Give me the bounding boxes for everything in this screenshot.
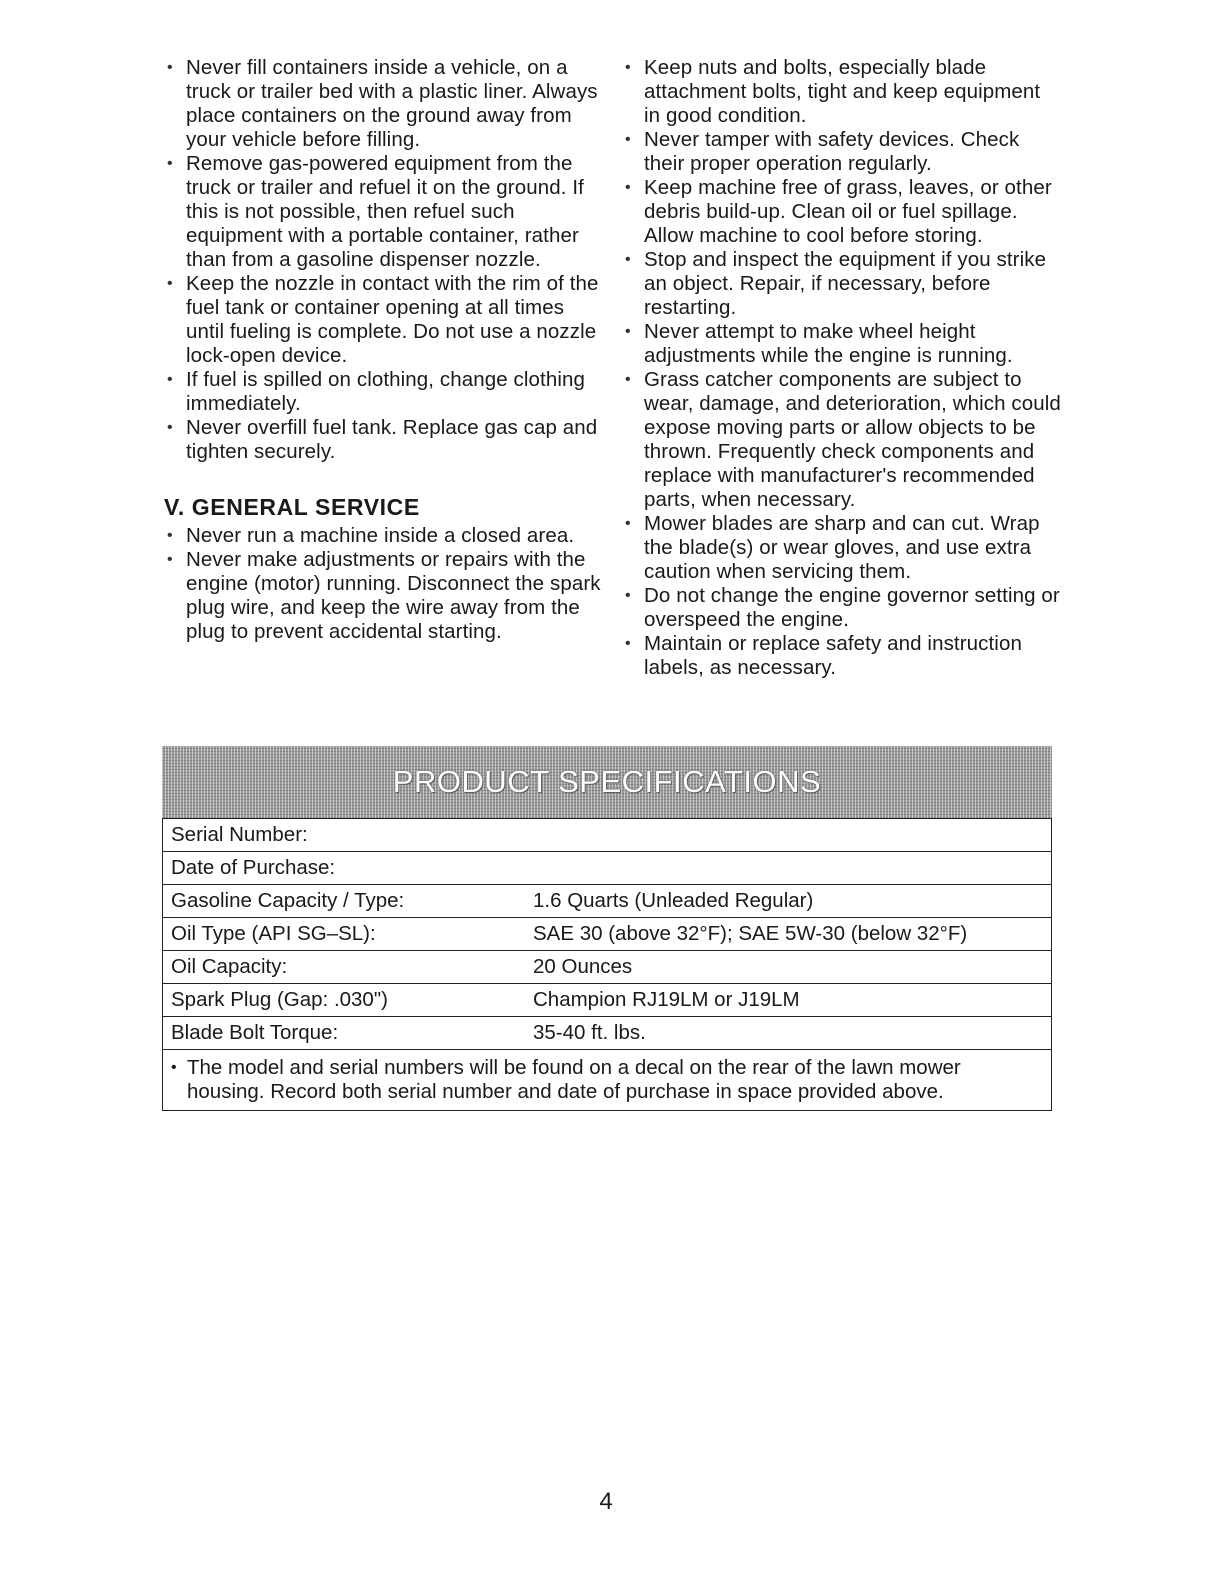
bullet-icon: • — [625, 251, 631, 268]
section-heading-general-service: V. GENERAL SERVICE — [164, 494, 420, 520]
spec-value — [525, 819, 1052, 852]
table-row — [163, 1017, 1052, 1050]
specs-note-cell — [163, 1050, 1052, 1111]
bullet-icon: • — [625, 587, 631, 604]
maintenance-list — [622, 56, 1062, 680]
spec-value: 20 Ounces — [525, 951, 1052, 984]
bullet-icon: • — [625, 59, 631, 76]
list-item: • Never make adjustments or repairs with the engine (motor) running. Disconnect the spark plug wire, and keep the wire away from the plug to prevent accidental starting. — [167, 548, 601, 643]
spec-label: Serial Number: — [163, 819, 526, 852]
specs-title: PRODUCT SPECIFICATIONS — [392, 764, 822, 799]
spec-label: Gasoline Capacity / Type: — [163, 885, 526, 918]
list-item: • Remove gas-powered equipment from the truck or trailer and refuel it on the ground. If this is not possible, then refuel such equipment with a portable container, rather than from a gasoline dispenser nozzle. — [167, 152, 584, 271]
spec-label: Spark Plug (Gap: .030") — [163, 984, 526, 1017]
specifications-table — [162, 818, 1052, 1111]
list-item: • Keep the nozzle in contact with the rim of the fuel tank or container opening at all times until fueling is complete. Do not use a nozzle lock-open device. — [167, 272, 599, 367]
list-item: • Stop and inspect the equipment if you strike an object. Repair, if necessary, before restarting. — [625, 248, 1047, 319]
list-item: • Never fill containers inside a vehicle, on a truck or trailer bed with a plastic liner. Always place containers on the ground away from your vehicle before filling. — [167, 56, 598, 151]
product-specifications-banner — [162, 746, 1052, 818]
bullet-icon: • — [167, 371, 173, 388]
spec-value: 35-40 ft. lbs. — [525, 1017, 1052, 1050]
list-item: • Never tamper with safety devices. Check their proper operation regularly. — [625, 128, 1020, 175]
list-item: • Keep machine free of grass, leaves, or other debris build-up. Clean oil or fuel spillage. Allow machine to cool before storing. — [625, 176, 1052, 247]
spec-label: Oil Type (API SG–SL): — [163, 918, 526, 951]
bullet-icon: • — [167, 419, 173, 436]
bullet-icon: • — [167, 527, 173, 544]
fuel-safety-list — [164, 56, 604, 464]
bullet-icon: • — [167, 551, 173, 568]
bullet-icon: • — [625, 371, 631, 388]
table-row — [163, 885, 1052, 918]
bullet-icon: • — [625, 179, 631, 196]
spec-value: Champion RJ19LM or J19LM — [525, 984, 1052, 1017]
list-item: • Mower blades are sharp and can cut. Wrap the blade(s) or wear gloves, and use extra caution when servicing them. — [625, 512, 1040, 583]
right-column — [622, 56, 1062, 680]
spec-value: 1.6 Quarts (Unleaded Regular) — [525, 885, 1052, 918]
list-item: • Do not change the engine governor setting or overspeed the engine. — [625, 584, 1060, 631]
table-row — [163, 918, 1052, 951]
bullet-icon: • — [625, 323, 631, 340]
list-item: • Maintain or replace safety and instruction labels, as necessary. — [625, 632, 1022, 679]
specs-note-row — [163, 1050, 1052, 1111]
list-item: • Grass catcher components are subject to wear, damage, and deterioration, which could expose moving parts or allow objects to be thrown. Frequently check components and replace with manufacturer's recommended parts, when necessary. — [625, 368, 1061, 511]
spec-label: Date of Purchase: — [163, 852, 526, 885]
page-number: 4 — [599, 1488, 613, 1515]
bullet-icon: • — [167, 275, 173, 292]
bullet-icon: • — [625, 635, 631, 652]
spec-value — [525, 852, 1052, 885]
spec-label: Blade Bolt Torque: — [163, 1017, 526, 1050]
spec-value: SAE 30 (above 32°F); SAE 5W-30 (below 32°F) — [525, 918, 1052, 951]
bullet-icon: • — [167, 155, 173, 172]
table-row — [163, 951, 1052, 984]
bullet-icon: • — [171, 1059, 177, 1076]
specs-note: • The model and serial numbers will be found on a decal on the rear of the lawn mower housing. Record both serial number and date of purchase in space provided above. — [171, 1056, 961, 1103]
list-item: • If fuel is spilled on clothing, change clothing immediately. — [167, 368, 586, 415]
bullet-icon: • — [167, 59, 173, 76]
list-item: • Keep nuts and bolts, especially blade attachment bolts, tight and keep equipment in good condition. — [625, 56, 1041, 127]
table-row — [163, 819, 1052, 852]
list-item: • Never overfill fuel tank. Replace gas cap and tighten securely. — [167, 416, 598, 463]
general-service-list — [164, 524, 604, 644]
left-column — [164, 56, 604, 644]
table-row — [163, 984, 1052, 1017]
list-item: • Never attempt to make wheel height adjustments while the engine is running. — [625, 320, 1013, 367]
bullet-icon: • — [625, 515, 631, 532]
spec-label: Oil Capacity: — [163, 951, 526, 984]
list-item: • Never run a machine inside a closed area. — [167, 524, 575, 547]
table-row — [163, 852, 1052, 885]
bullet-icon: • — [625, 131, 631, 148]
